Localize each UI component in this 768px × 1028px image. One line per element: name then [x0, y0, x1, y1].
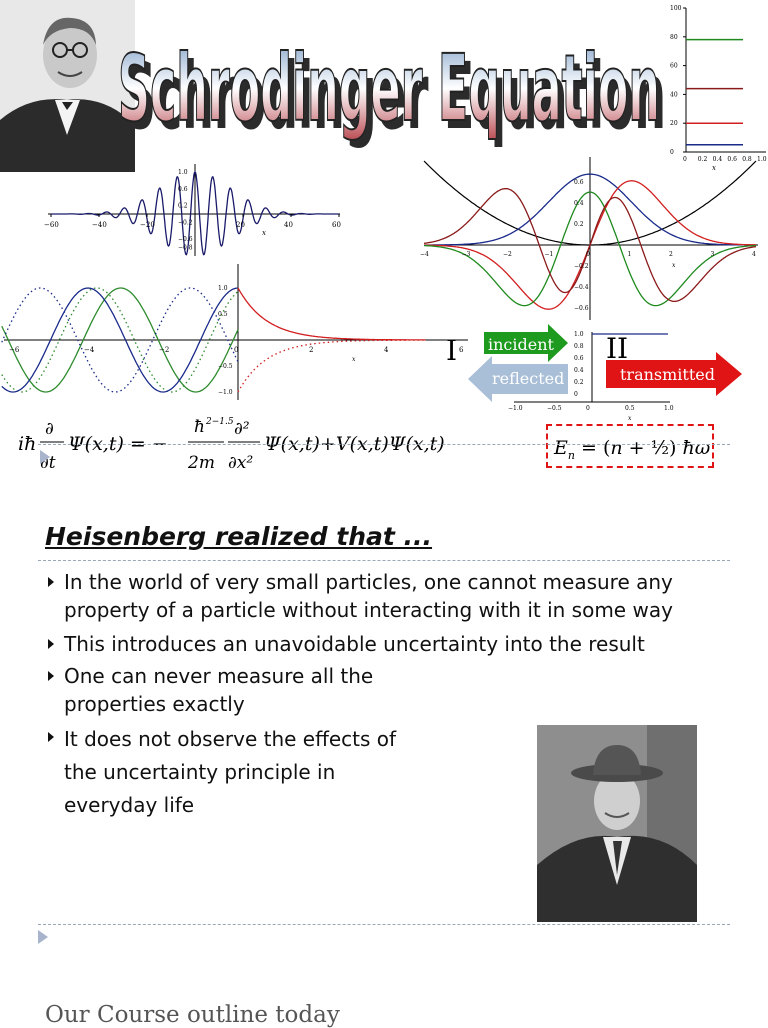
wave-packet-plot — [40, 160, 345, 260]
svg-text:∂²: ∂² — [234, 419, 250, 439]
energy-x-tick-label: 0.6 — [727, 156, 737, 163]
transmitted-label: transmitted — [620, 365, 715, 384]
oscillator-y-tick-label: 0.6 — [574, 179, 584, 186]
wave-packet-x-label: x — [262, 229, 266, 237]
svg-text:∂t: ∂t — [40, 453, 56, 473]
decay-curve — [238, 288, 426, 340]
svg-text:∂x²: ∂x² — [228, 453, 254, 473]
energy-y-tick-label: 80 — [670, 33, 678, 41]
oscillator-x-tick-label: −3 — [461, 251, 471, 258]
barrier-y-tick-label: 0.6 — [574, 355, 584, 362]
oscillator-x-tick-label: 3 — [710, 251, 715, 258]
slide-marker-icon-2 — [38, 930, 48, 944]
svg-text:iħ: iħ — [18, 433, 37, 455]
barrier-y-tick-label: 0 — [574, 391, 578, 398]
oscillator-x-tick-label: −2 — [503, 251, 512, 258]
separator-bottom — [38, 924, 730, 925]
oscillator-x-tick-label: 4 — [752, 251, 756, 258]
energy-equation-box — [546, 424, 714, 468]
section-heading: Heisenberg realized that ... — [45, 522, 433, 551]
bullet-list-wide-2 — [46, 630, 726, 658]
oscillator-y-tick-label: −0.4 — [574, 284, 589, 291]
oscillator-y-tick-label: 0.2 — [574, 221, 584, 228]
oscillator-x-tick-label: 2 — [669, 251, 673, 258]
barrier-x-tick-label: 0.5 — [625, 405, 635, 412]
oscillator-x-tick-label: −4 — [420, 251, 429, 258]
energy-x-tick-label: 1.0 — [757, 156, 767, 163]
step-x-tick-label: −2 — [159, 346, 170, 354]
bullet-list-wide — [46, 568, 726, 624]
wave-y-tick-label: −0.6 — [178, 236, 193, 244]
step-potential-plot — [0, 262, 470, 402]
step-y-tick-label: 1.0 — [218, 285, 228, 292]
energy-y-tick-label: 60 — [670, 62, 678, 70]
wave-y-tick-label: 0.6 — [178, 185, 188, 193]
svg-text:Ψ(x,t)+V(x,t)Ψ(x,t): Ψ(x,t)+V(x,t)Ψ(x,t) — [264, 433, 445, 455]
bullet-list-narrow-2 — [46, 723, 426, 822]
barrier-y-tick-label: 1.0 — [574, 331, 584, 338]
step-x-tick-label: −6 — [9, 346, 20, 354]
bullet-item: In the world of very small particles, one cannot measure any property of a particle without interacting with it in some way — [46, 568, 726, 624]
heisenberg-portrait-icon — [537, 725, 697, 922]
barrier-diagram — [440, 322, 760, 422]
bullet-list-narrow — [46, 662, 406, 718]
bullet-item: It does not observe the effects of the uncertainty principle in everyday life — [46, 723, 426, 822]
barrier-x-tick-label: −0.5 — [547, 405, 562, 412]
wave-y-tick-label: −0.2 — [178, 219, 193, 227]
bullet-item: This introduces an unavoidable uncertainty into the result — [46, 630, 726, 658]
barrier-x-tick-label: 0 — [586, 405, 590, 412]
energy-y-tick-label: 40 — [670, 91, 678, 99]
barrier-x-tick-label: 1.0 — [664, 405, 674, 412]
energy-levels-plot — [668, 4, 768, 172]
oscillator-y-tick-label: 0.4 — [574, 200, 584, 207]
svg-text:∂: ∂ — [45, 419, 54, 439]
barrier-x-tick-label: −1.0 — [508, 405, 523, 412]
heisenberg-photo — [537, 725, 697, 922]
step-x-tick-label: 0 — [234, 346, 239, 354]
separator-top — [38, 444, 730, 445]
decay-curve-dotted — [238, 340, 426, 392]
wave-x-tick-label: −60 — [44, 221, 59, 229]
reflected-label: reflected — [492, 369, 565, 388]
bullet-item: One can never measure all the properties exactly — [46, 662, 406, 718]
oscillator-x-tick-label: 1 — [627, 251, 632, 258]
step-y-tick-label: 0.5 — [218, 311, 228, 318]
slide-marker-icon — [40, 450, 50, 464]
barrier-y-tick-label: 0.2 — [574, 379, 584, 386]
energy-x-tick-label: 0 — [683, 156, 687, 163]
energy-x-tick-label: 0.4 — [712, 156, 723, 163]
oscillator-y-tick-label: −0.2 — [574, 263, 589, 270]
heading-underline-rule — [38, 560, 730, 561]
step-y-tick-label: −0.5 — [218, 363, 233, 370]
incident-label: incident — [488, 335, 554, 354]
banner-title-shadow: Schrodinger Equation — [124, 43, 666, 150]
oscillator-x-tick-label: 0 — [586, 251, 590, 258]
region-two-label: II — [606, 332, 629, 365]
next-slide-title: Our Course outline today — [45, 1002, 340, 1028]
region-one-label: I — [446, 334, 458, 367]
wave-x-tick-label: −40 — [92, 221, 107, 229]
wave-y-tick-label: −0.8 — [178, 244, 193, 252]
barrier-y-tick-label: 0.4 — [574, 367, 584, 374]
step-x-tick-label: 4 — [384, 346, 389, 354]
wave-x-tick-label: 40 — [284, 221, 293, 229]
wave-x-tick-label: −20 — [140, 221, 155, 229]
step-x-tick-label: −4 — [84, 346, 95, 354]
exponent-label: 2−1.5 — [206, 417, 234, 427]
svg-text:2m: 2m — [188, 453, 215, 473]
energy-y-tick-label: 0 — [670, 149, 674, 156]
step-x-tick-label: 2 — [309, 346, 314, 354]
svg-text:En = (n + ½) ħω: $E_n = (n$ + ½) ħω — [554, 437, 711, 462]
svg-text:Ψ(x,t) = −: Ψ(x,t) = − — [68, 433, 168, 455]
barrier-x-label: x — [628, 415, 632, 422]
wave-x-tick-label: 60 — [332, 221, 341, 229]
wave-y-tick-label: 0.2 — [178, 202, 188, 210]
step-x-tick-label: 6 — [459, 346, 464, 354]
step-plot-x-label: x — [352, 356, 356, 363]
wave-x-tick-label: 20 — [236, 221, 245, 229]
step-y-tick-label: −1.0 — [218, 389, 233, 396]
energy-plot-x-label: x — [712, 164, 716, 172]
svg-text:ħ: ħ — [194, 417, 205, 437]
schrodinger-equation-text — [0, 0, 1, 1]
oscillator-x-label: x — [672, 262, 676, 269]
energy-x-tick-label: 0.2 — [697, 156, 708, 163]
energy-y-tick-label: 20 — [670, 120, 678, 128]
banner-title-text: Schrodinger Equation — [118, 35, 660, 142]
barrier-y-tick-label: 0.8 — [574, 343, 584, 350]
oscillator-x-tick-label: −1 — [544, 251, 554, 258]
oscillator-y-tick-label: −0.6 — [574, 305, 589, 312]
energy-y-tick-label: 100 — [670, 5, 682, 12]
wave-y-tick-label: 1.0 — [178, 169, 188, 176]
energy-x-tick-label: 0.8 — [742, 156, 752, 163]
